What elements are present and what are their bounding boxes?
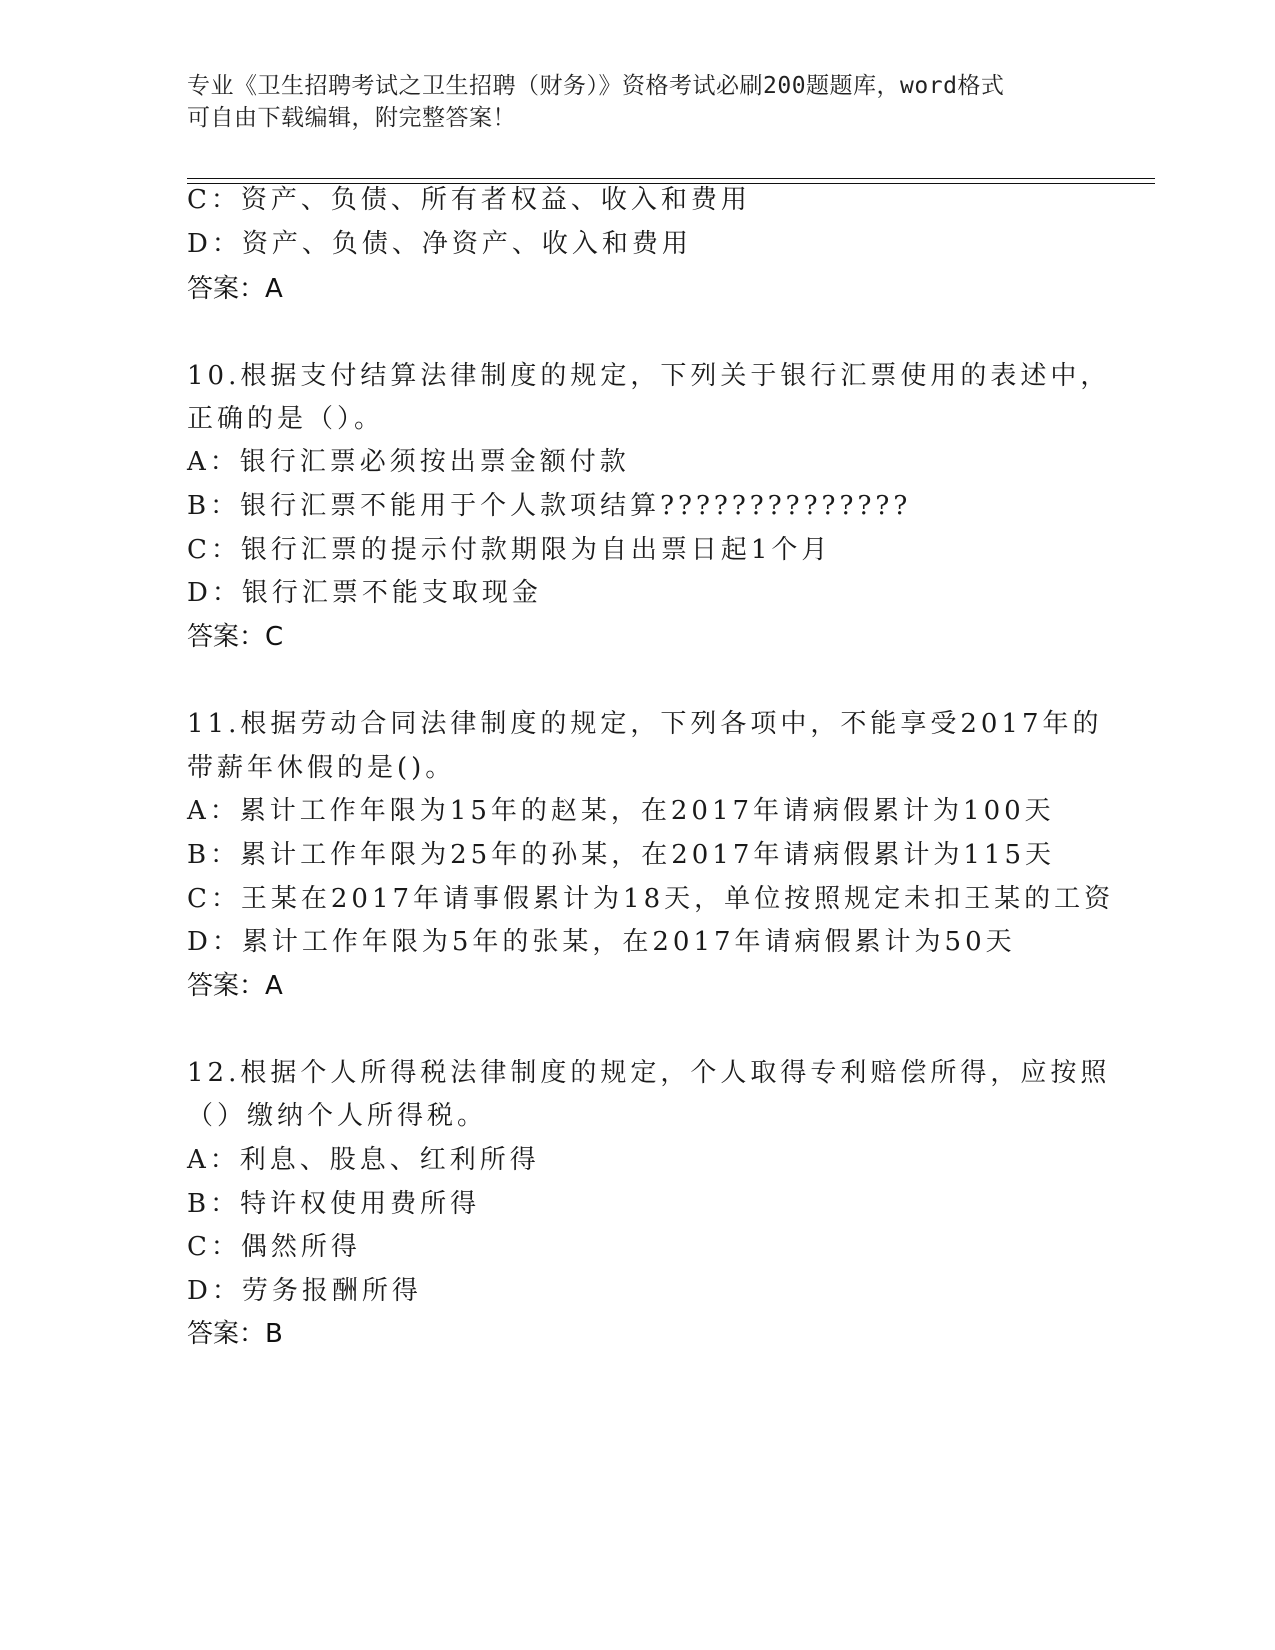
header-divider-top [187, 178, 1155, 179]
option-a: A：累计工作年限为15年的赵某，在2017年请病假累计为100天 [187, 796, 1055, 826]
question-stem-line: 12.根据个人所得税法律制度的规定，个人取得专利赔偿所得，应按照 [187, 1058, 1111, 1088]
option-d: D：累计工作年限为5年的张某，在2017年请病假累计为50天 [187, 927, 1016, 957]
question-stem-line: 11.根据劳动合同法律制度的规定，下列各项中，不能享受2017年的 [187, 709, 1103, 739]
option-c: C：王某在2017年请事假累计为18天，单位按照规定未扣王某的工资 [187, 884, 1115, 914]
question-stem-line: （）缴纳个人所得税。 [187, 1101, 488, 1131]
option-d: D：资产、负债、净资产、收入和费用 [187, 229, 692, 259]
option-b: B：银行汇票不能用于个人款项结算?????????????? [187, 491, 912, 521]
option-d: D：银行汇票不能支取现金 [187, 578, 542, 608]
header-title-line-1: 专业《卫生招聘考试之卫生招聘（财务）》资格考试必刷200题题库，word格式 [187, 73, 1005, 99]
option-b: B：累计工作年限为25年的孙某，在2017年请病假累计为115天 [187, 840, 1055, 870]
question-stem-line: 正确的是（）。 [187, 404, 385, 434]
option-b: B：特许权使用费所得 [187, 1189, 481, 1219]
header-title-line-2: 可自由下载编辑，附完整答案！ [187, 105, 516, 131]
option-a: A：银行汇票必须按出票金额付款 [187, 447, 630, 477]
option-c: C：银行汇票的提示付款期限为自出票日起1个月 [187, 535, 832, 565]
option-c: C：资产、负债、所有者权益、收入和费用 [187, 185, 751, 215]
answer-line: 答案：A [187, 274, 283, 304]
document-header [187, 70, 1087, 134]
question-stem-line: 10.根据支付结算法律制度的规定，下列关于银行汇票使用的表述中， [187, 361, 1111, 391]
option-c: C：偶然所得 [187, 1232, 361, 1262]
answer-line: 答案：C [187, 622, 284, 652]
option-d: D：劳务报酬所得 [187, 1276, 422, 1306]
option-a: A：利息、股息、红利所得 [187, 1145, 540, 1175]
question-stem-line: 带薪年休假的是()。 [187, 753, 456, 783]
answer-line: 答案：A [187, 971, 283, 1001]
answer-line: 答案：B [187, 1319, 283, 1349]
